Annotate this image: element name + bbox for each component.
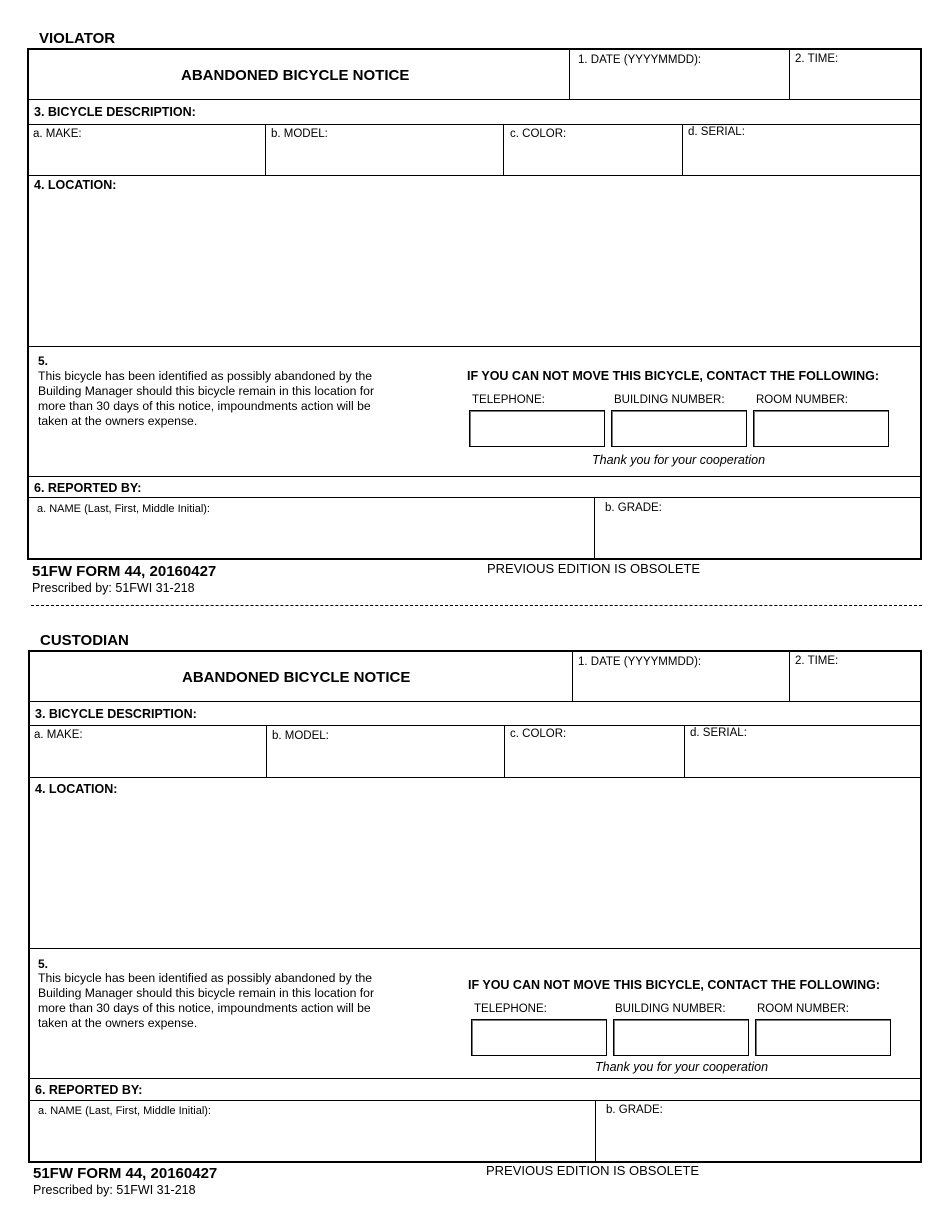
bicycle-description-row bbox=[29, 100, 920, 125]
reported-by-row bbox=[30, 1079, 920, 1101]
bicycle-fields-row bbox=[30, 726, 920, 778]
form-number: 51FW FORM 44, 20160427 bbox=[33, 1165, 218, 1182]
notice-row bbox=[29, 347, 920, 477]
date-field[interactable] bbox=[572, 652, 789, 701]
color-field[interactable] bbox=[504, 726, 684, 777]
reported-by-label: 6. REPORTED BY: bbox=[34, 481, 142, 495]
building-number-label: BUILDING NUMBER: bbox=[615, 1003, 726, 1015]
notice-text: This bicycle has been identified as possibly abandoned by the Building Manager should this bicycle remain in this location for more than 30 days of this notice, impoundments action will be taken at the owners expense. bbox=[38, 971, 375, 1030]
name-label: a. NAME (Last, First, Middle Initial): bbox=[38, 1105, 211, 1117]
room-number-input[interactable] bbox=[753, 410, 889, 447]
form-title-cell bbox=[29, 50, 569, 99]
make-label: a. MAKE: bbox=[34, 729, 83, 741]
reporter-fields-row bbox=[30, 1101, 920, 1161]
color-field[interactable] bbox=[503, 125, 682, 175]
grade-label: b. GRADE: bbox=[606, 1104, 663, 1116]
bicycle-description-row bbox=[30, 702, 920, 726]
date-field[interactable] bbox=[569, 50, 789, 99]
time-label: 2. TIME: bbox=[795, 53, 839, 65]
previous-edition-note: PREVIOUS EDITION IS OBSOLETE bbox=[487, 561, 701, 576]
form-title-cell bbox=[30, 652, 572, 701]
notice-number: 5. bbox=[38, 354, 49, 368]
room-number-label: ROOM NUMBER: bbox=[756, 394, 848, 406]
time-field[interactable] bbox=[789, 50, 920, 99]
make-field[interactable] bbox=[30, 726, 266, 777]
serial-label: d. SERIAL: bbox=[690, 727, 747, 739]
copy-label: VIOLATOR bbox=[39, 30, 116, 47]
grade-label: b. GRADE: bbox=[605, 502, 662, 514]
telephone-input[interactable] bbox=[469, 410, 605, 447]
prescribed-by: Prescribed by: 51FWI 31-218 bbox=[32, 581, 195, 595]
grade-field[interactable] bbox=[595, 1101, 920, 1161]
form-title: ABANDONED BICYCLE NOTICE bbox=[181, 67, 410, 84]
date-label: 1. DATE (YYYYMMDD): bbox=[578, 656, 702, 668]
notice-text: This bicycle has been identified as possibly abandoned by the Building Manager should this bicycle remain in this location for more than 30 days of this notice, impoundments action will be taken at the owners expense. bbox=[38, 369, 375, 428]
model-field[interactable] bbox=[266, 726, 504, 777]
serial-field[interactable] bbox=[682, 125, 920, 175]
serial-field[interactable] bbox=[684, 726, 920, 777]
grade-field[interactable] bbox=[594, 498, 920, 558]
bicycle-fields-row bbox=[29, 125, 920, 176]
thanks-text: Thank you for your cooperation bbox=[592, 453, 766, 467]
header-row bbox=[30, 652, 920, 702]
room-number-input[interactable] bbox=[755, 1019, 891, 1056]
location-label: 4. LOCATION: bbox=[35, 782, 118, 796]
previous-edition-note: PREVIOUS EDITION IS OBSOLETE bbox=[486, 1163, 700, 1178]
color-label: c. COLOR: bbox=[510, 728, 567, 740]
building-number-label: BUILDING NUMBER: bbox=[614, 394, 725, 406]
form-title: ABANDONED BICYCLE NOTICE bbox=[182, 669, 411, 686]
copy-label: CUSTODIAN bbox=[40, 632, 129, 649]
contact-heading: IF YOU CAN NOT MOVE THIS BICYCLE, CONTACT THE FOLLOWING: bbox=[468, 978, 881, 992]
name-field[interactable] bbox=[29, 498, 594, 558]
telephone-label: TELEPHONE: bbox=[472, 394, 545, 406]
telephone-input[interactable] bbox=[471, 1019, 607, 1056]
reporter-fields-row bbox=[29, 498, 920, 558]
name-label: a. NAME (Last, First, Middle Initial): bbox=[37, 503, 210, 515]
notice-row bbox=[30, 949, 920, 1079]
header-row bbox=[29, 50, 920, 100]
building-number-input[interactable] bbox=[611, 410, 747, 447]
date-label: 1. DATE (YYYYMMDD): bbox=[578, 54, 702, 66]
color-label: c. COLOR: bbox=[510, 128, 567, 140]
form-number: 51FW FORM 44, 20160427 bbox=[32, 563, 217, 580]
notice-form bbox=[28, 650, 922, 1163]
thanks-text: Thank you for your cooperation bbox=[595, 1060, 769, 1074]
model-label: b. MODEL: bbox=[272, 730, 329, 742]
location-field[interactable] bbox=[30, 778, 920, 949]
reported-by-row bbox=[29, 477, 920, 498]
location-label: 4. LOCATION: bbox=[34, 178, 117, 192]
prescribed-by: Prescribed by: 51FWI 31-218 bbox=[33, 1183, 196, 1197]
notice-number: 5. bbox=[38, 957, 49, 971]
bicycle-description-label: 3. BICYCLE DESCRIPTION: bbox=[35, 707, 197, 721]
time-label: 2. TIME: bbox=[795, 655, 839, 667]
time-field[interactable] bbox=[789, 652, 920, 701]
serial-label: d. SERIAL: bbox=[688, 126, 745, 138]
cut-line bbox=[31, 605, 922, 606]
notice-form bbox=[27, 48, 922, 560]
reported-by-label: 6. REPORTED BY: bbox=[35, 1083, 143, 1097]
name-field[interactable] bbox=[30, 1101, 595, 1161]
contact-heading: IF YOU CAN NOT MOVE THIS BICYCLE, CONTACT THE FOLLOWING: bbox=[467, 369, 880, 383]
room-number-label: ROOM NUMBER: bbox=[757, 1003, 849, 1015]
make-field[interactable] bbox=[29, 125, 265, 175]
bicycle-description-label: 3. BICYCLE DESCRIPTION: bbox=[34, 105, 196, 119]
model-field[interactable] bbox=[265, 125, 503, 175]
telephone-label: TELEPHONE: bbox=[474, 1003, 547, 1015]
make-label: a. MAKE: bbox=[33, 128, 82, 140]
location-field[interactable] bbox=[29, 176, 920, 347]
building-number-input[interactable] bbox=[613, 1019, 749, 1056]
model-label: b. MODEL: bbox=[271, 128, 328, 140]
